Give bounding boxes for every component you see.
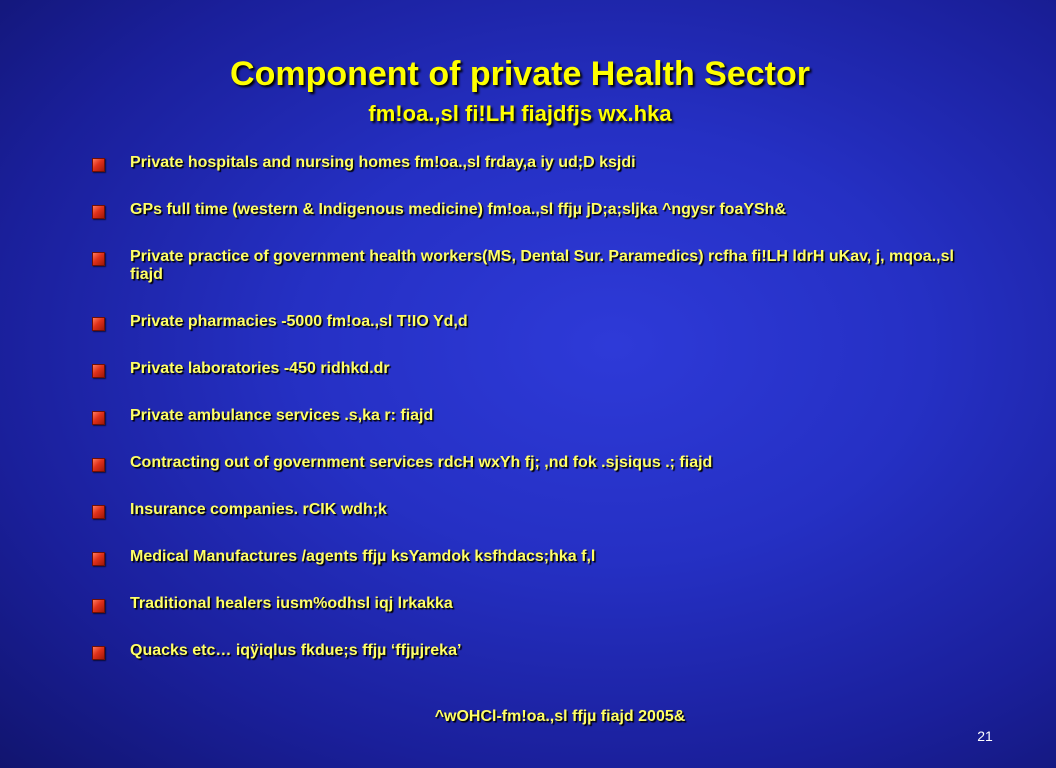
bullet-text: Quacks etc… iqÿiqlus fkdue;s ffjµ ‘ffjµjreka’ xyxy=(130,642,462,659)
square-bullet-icon xyxy=(92,364,105,378)
page-number: 21 xyxy=(977,728,993,744)
source-citation: ^wOHCl-fm!oa.,sl ffjµ fiajd 2005& xyxy=(434,708,686,725)
square-bullet-icon xyxy=(92,411,105,425)
bullet-item xyxy=(92,360,972,378)
bullet-item xyxy=(92,548,972,566)
bullet-text: Private ambulance services .s,ka r: fiajd xyxy=(130,407,434,424)
bullet-text: GPs full time (western & Indigenous medicine) fm!oa.,sl ffjµ jD;a;sljka ^ngysr foaYSh& xyxy=(130,201,787,218)
bullet-item xyxy=(92,248,972,284)
square-bullet-icon xyxy=(92,646,105,660)
bullet-item xyxy=(92,501,972,519)
square-bullet-icon xyxy=(92,205,105,219)
square-bullet-icon xyxy=(92,505,105,519)
square-bullet-icon xyxy=(92,599,105,613)
bullet-item xyxy=(92,201,972,219)
slide-subtitle: fm!oa.,sl fi!LH fiajdfjs wx.hka xyxy=(368,101,672,126)
bullet-item xyxy=(92,642,972,660)
square-bullet-icon xyxy=(92,252,105,266)
bullet-text: Insurance companies. rCIK wdh;k xyxy=(130,501,387,518)
bullet-item xyxy=(92,313,972,331)
bullet-text: Contracting out of government services rdcH wxYh fj; ,nd fok .sjsiqus .; fiajd xyxy=(130,454,713,471)
bullet-item xyxy=(92,154,972,172)
square-bullet-icon xyxy=(92,158,105,172)
bullet-item xyxy=(92,454,972,472)
square-bullet-icon xyxy=(92,458,105,472)
bullet-text: Private laboratories -450 ridhkd.dr xyxy=(130,360,390,377)
bullet-item xyxy=(92,407,972,425)
square-bullet-icon xyxy=(92,317,105,331)
bullet-item xyxy=(92,595,972,613)
bullet-text: Private hospitals and nursing homes fm!oa.,sl frday,a iy ud;D ksjdi xyxy=(130,154,636,171)
bullet-text: Medical Manufactures /agents ffjµ ksYamdok ksfhdacs;hka f,l xyxy=(130,548,596,565)
square-bullet-icon xyxy=(92,552,105,566)
bullet-text: Private pharmacies -5000 fm!oa.,sl T!IO Yd,d xyxy=(130,313,468,330)
slide-title: Component of private Health Sector xyxy=(230,55,810,93)
bullet-list xyxy=(92,154,972,689)
bullet-text: Private practice of government health workers(MS, Dental Sur. Paramedics) rcfha fi!LH ldrH uKav, j, mqoa.,sl fiajd xyxy=(130,248,954,283)
bullet-text: Traditional healers iusm%odhsl iqj lrkakka xyxy=(130,595,453,612)
